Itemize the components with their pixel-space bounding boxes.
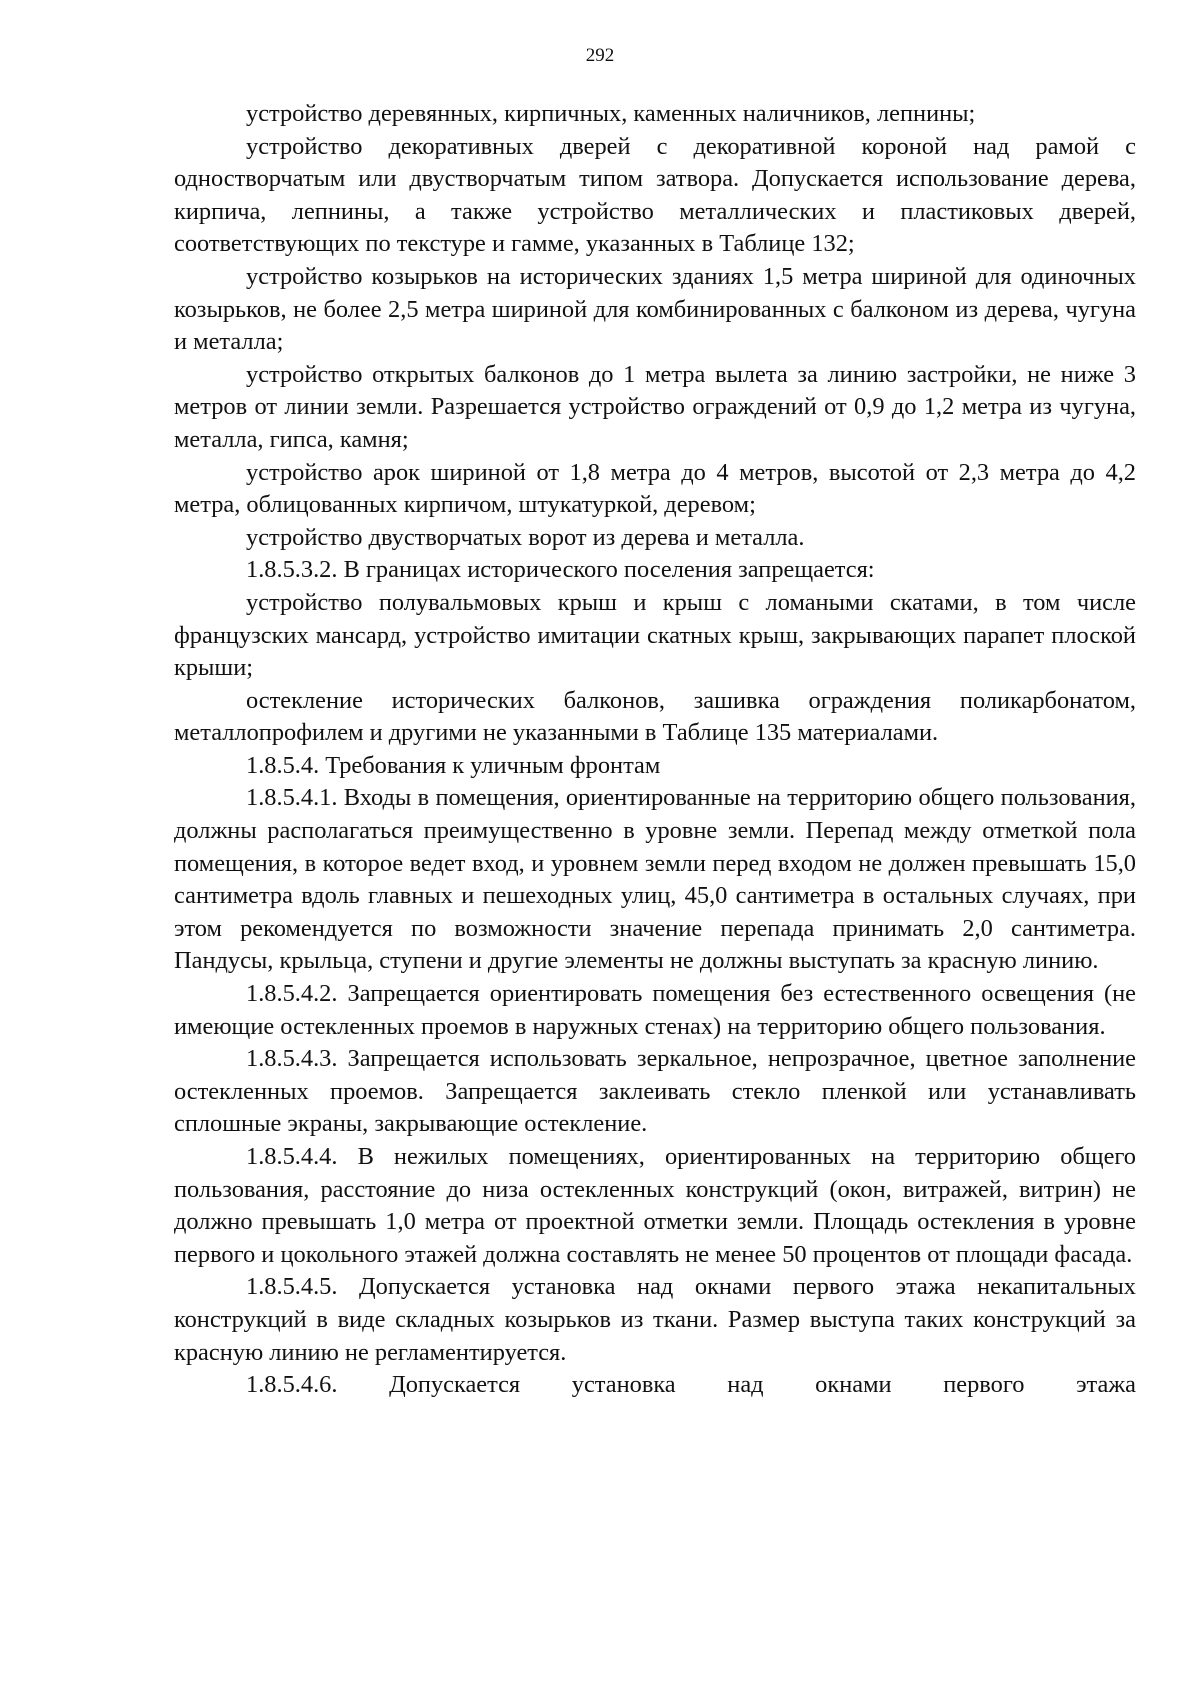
paragraph: 1.8.5.4.4. В нежилых помещениях, ориентированных на территорию общего пользования, расстояние до низа остекленных конструкций (окон, витражей, витрин) не должно превышать 1,0 метра от проектной отметки земли. Площадь остекления в уровне первого и цокольного этажей должна составлять не менее 50 процентов от площади фасада. <box>174 1143 1136 1268</box>
section-heading: 1.8.5.4. Требования к уличным фронтам <box>246 751 661 779</box>
paragraph: 1.8.5.4.2. Запрещается ориентировать помещения без естественного освещения (не имеющие остекленных проемов в наружных стенах) на территорию общего пользования. <box>174 980 1136 1040</box>
paragraph: устройство полувальмовых крыш и крыш с ломаными скатами, в том числе французских мансард, устройство имитации скатных крыш, закрывающих парапет плоской крыши; <box>174 588 1136 682</box>
paragraph: 1.8.5.4.1. Входы в помещения, ориентированные на территорию общего пользования, должны располагаться преимущественно в уровне земли. Перепад между отметкой пола помещения, в которое ведет вход, и уровнем земли перед входом не должен превышать 15,0 сантиметра вдоль главных и пешеходных улиц, 45,0 сантиметра в остальных случаях, при этом рекомендуется по возможности значение перепада принимать 2,0 сантиметра. Пандусы, крыльца, ступени и другие элементы не должны выступать за красную линию. <box>174 784 1136 975</box>
paragraph: устройство открытых балконов до 1 метра вылета за линию застройки, не ниже 3 метров от линии земли. Разрешается устройство ограждений от 0,9 до 1,2 метра из чугуна, металла, гипса, камня; <box>174 360 1136 453</box>
document-body <box>174 98 1136 1402</box>
paragraph: устройство деревянных, кирпичных, каменных наличников, лепнины; <box>246 100 976 127</box>
paragraph: остекление исторических балконов, зашивка ограждения поликарбонатом, металлопрофилем и другими не указанными в Таблице 135 материалами. <box>174 686 1136 747</box>
paragraph: 1.8.5.4.5. Допускается установка над окнами первого этажа некапитальных конструкций в виде складных козырьков из ткани. Размер выступа таких конструкций за красную линию не регламентируется. <box>174 1273 1136 1366</box>
section-heading: 1.8.5.3.2. В границах исторического поселения запрещается: <box>246 556 875 584</box>
paragraph: устройство декоративных дверей с декоративной короной над рамой с одностворчатым или двустворчатым типом затвора. Допускается использование дерева, кирпича, лепнины, а также устройство металлических и пластиковых дверей, соответствующих по текстуре и гамме, указанных в Таблице 132; <box>174 132 1136 258</box>
paragraph: устройство двустворчатых ворот из дерева и металла. <box>246 523 805 551</box>
paragraph: 1.8.5.4.3. Запрещается использовать зеркальное, непрозрачное, цветное заполнение остекленных проемов. Запрещается заклеивать стекло пленкой или устанавливать сплошные экраны, закрывающие остекление. <box>174 1045 1136 1138</box>
page-number: 292 <box>585 45 615 66</box>
paragraph: устройство козырьков на исторических зданиях 1,5 метра шириной для одиночных козырьков, не более 2,5 метра шириной для комбинированных с балконом из дерева, чугуна и металла; <box>174 262 1136 356</box>
paragraph: 1.8.5.4.6. Допускается установка над окнами первого этажа <box>246 1371 1136 1399</box>
paragraph: устройство арок шириной от 1,8 метра до 4 метров, высотой от 2,3 метра до 4,2 метра, облицованных кирпичом, штукатуркой, деревом; <box>174 458 1136 519</box>
